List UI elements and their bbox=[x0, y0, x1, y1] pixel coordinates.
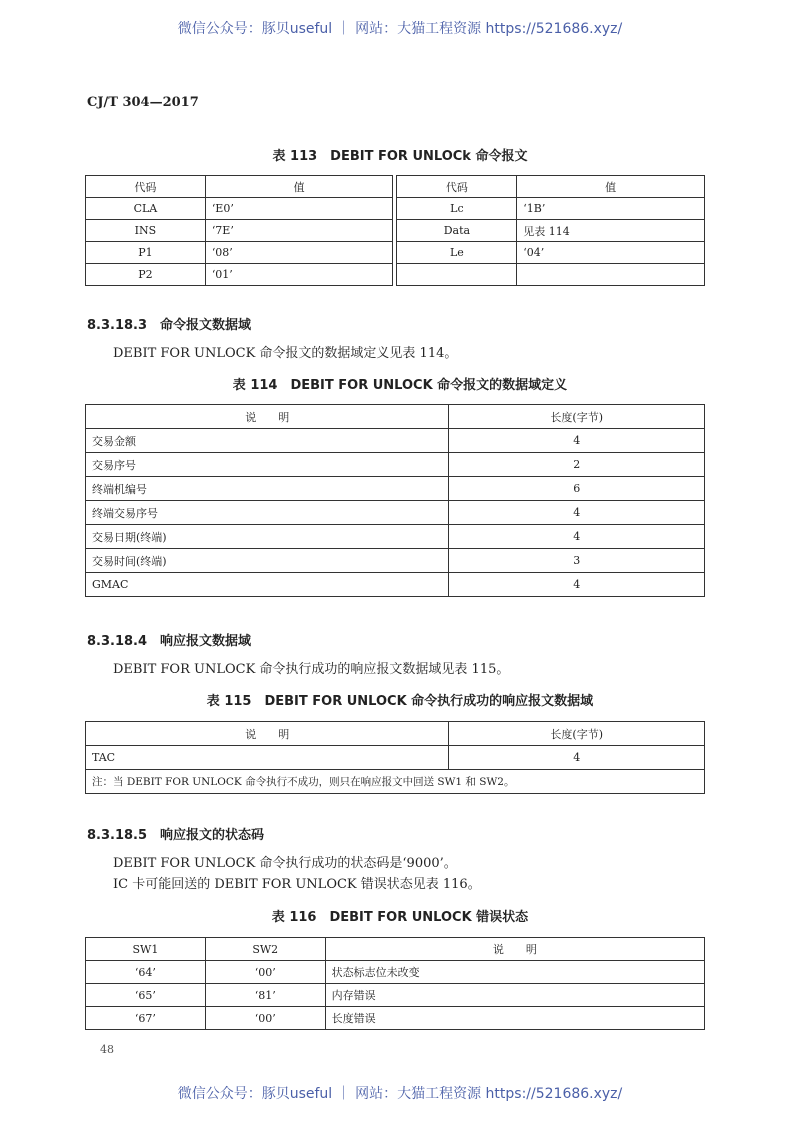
table-row bbox=[86, 405, 705, 429]
table-115-caption: 表 115 DEBIT FOR UNLOCK 命令执行成功的响应报文数据域 bbox=[206, 694, 594, 709]
cell-code: Data bbox=[397, 220, 517, 242]
paragraph: DEBIT FOR UNLOCK 命令报文的数据域定义见表 114。 bbox=[113, 346, 458, 361]
header-sw2: SW2 bbox=[205, 938, 325, 961]
cell-length: 4 bbox=[449, 501, 705, 525]
table-116-caption: 表 116 DEBIT FOR UNLOCK 错误状态 bbox=[271, 910, 529, 925]
watermark-top: 微信公众号：豚贝useful ｜ 网站：大猫工程资源 https://521686.xyz/ bbox=[177, 21, 623, 37]
header-value: 值 bbox=[205, 176, 393, 198]
table-116 bbox=[85, 937, 705, 1030]
table-row bbox=[86, 264, 705, 286]
cell-description: 终端交易序号 bbox=[86, 501, 449, 525]
paragraph: IC 卡可能回送的 DEBIT FOR UNLOCK 错误状态见表 116。 bbox=[113, 877, 481, 892]
cell-sw1: ‘67’ bbox=[86, 1007, 206, 1030]
cell-length: 2 bbox=[449, 453, 705, 477]
table-row bbox=[86, 220, 705, 242]
cell-description: 交易时间(终端) bbox=[86, 549, 449, 573]
table-113 bbox=[85, 175, 705, 286]
page-number: 48 bbox=[100, 1043, 114, 1056]
cell-sw1: ‘65’ bbox=[86, 984, 206, 1007]
section-heading-8-3-18-4: 8.3.18.4 响应报文数据域 bbox=[87, 634, 252, 649]
cell-value: ‘E0’ bbox=[205, 198, 393, 220]
paragraph: DEBIT FOR UNLOCK 命令执行成功的响应报文数据域见表 115。 bbox=[113, 662, 510, 677]
header-value: 值 bbox=[517, 176, 705, 198]
paragraph: DEBIT FOR UNLOCK 命令执行成功的状态码是‘9000’。 bbox=[113, 856, 457, 871]
cell-code: P1 bbox=[86, 242, 206, 264]
cell-length: 4 bbox=[449, 429, 705, 453]
table-row bbox=[86, 984, 705, 1007]
header-code: 代码 bbox=[397, 176, 517, 198]
table-row bbox=[86, 242, 705, 264]
header-length: 长度(字节) bbox=[449, 405, 705, 429]
header-sw1: SW1 bbox=[86, 938, 206, 961]
cell-sw1: ‘64’ bbox=[86, 961, 206, 984]
cell-length: 4 bbox=[449, 525, 705, 549]
cell-value: 见表 114 bbox=[517, 220, 705, 242]
cell-sw2: ‘81’ bbox=[205, 984, 325, 1007]
header-description: 说 明 bbox=[325, 938, 704, 961]
table-row bbox=[86, 453, 705, 477]
table-row bbox=[86, 176, 705, 198]
cell-description: 内存错误 bbox=[325, 984, 704, 1007]
cell-description: 长度错误 bbox=[325, 1007, 704, 1030]
cell-value: ‘01’ bbox=[205, 264, 393, 286]
cell-code: CLA bbox=[86, 198, 206, 220]
watermark-bottom: 微信公众号：豚贝useful ｜ 网站：大猫工程资源 https://521686.xyz/ bbox=[177, 1086, 623, 1102]
cell-code: Le bbox=[397, 242, 517, 264]
table-row bbox=[86, 525, 705, 549]
cell-description: GMAC bbox=[86, 573, 449, 597]
header-length: 长度(字节) bbox=[449, 722, 705, 746]
header-description: 说 明 bbox=[86, 722, 449, 746]
cell-length: 6 bbox=[449, 477, 705, 501]
cell-length: 4 bbox=[449, 573, 705, 597]
table-row bbox=[86, 1007, 705, 1030]
table-row bbox=[86, 549, 705, 573]
table-row bbox=[86, 501, 705, 525]
cell-code: P2 bbox=[86, 264, 206, 286]
header-code: 代码 bbox=[86, 176, 206, 198]
cell-code bbox=[397, 264, 517, 286]
cell-code: INS bbox=[86, 220, 206, 242]
cell-value: ‘08’ bbox=[205, 242, 393, 264]
table-row bbox=[86, 770, 705, 794]
cell-code: Lc bbox=[397, 198, 517, 220]
table-row bbox=[86, 938, 705, 961]
cell-value: ‘7E’ bbox=[205, 220, 393, 242]
cell-description: 终端机编号 bbox=[86, 477, 449, 501]
cell-description: 状态标志位未改变 bbox=[325, 961, 704, 984]
cell-description: TAC bbox=[86, 746, 449, 770]
cell-sw2: ‘00’ bbox=[205, 961, 325, 984]
table-note: 注：当 DEBIT FOR UNLOCK 命令执行不成功，则只在响应报文中回送 SW1 和 SW2。 bbox=[86, 770, 705, 794]
cell-description: 交易序号 bbox=[86, 453, 449, 477]
cell-value: ‘1B’ bbox=[517, 198, 705, 220]
table-row bbox=[86, 429, 705, 453]
table-row bbox=[86, 573, 705, 597]
table-113-caption: 表 113 DEBIT FOR UNLOCk 命令报文 bbox=[272, 149, 528, 164]
table-row bbox=[86, 722, 705, 746]
table-row bbox=[86, 961, 705, 984]
cell-value bbox=[517, 264, 705, 286]
table-114-caption: 表 114 DEBIT FOR UNLOCK 命令报文的数据域定义 bbox=[232, 378, 568, 393]
section-heading-8-3-18-5: 8.3.18.5 响应报文的状态码 bbox=[87, 828, 265, 843]
table-row bbox=[86, 198, 705, 220]
cell-length: 3 bbox=[449, 549, 705, 573]
header-description: 说 明 bbox=[86, 405, 449, 429]
cell-value: ‘04’ bbox=[517, 242, 705, 264]
cell-length: 4 bbox=[449, 746, 705, 770]
table-row bbox=[86, 477, 705, 501]
cell-description: 交易金额 bbox=[86, 429, 449, 453]
table-114 bbox=[85, 404, 705, 597]
cell-description: 交易日期(终端) bbox=[86, 525, 449, 549]
table-115 bbox=[85, 721, 705, 794]
table-row bbox=[86, 746, 705, 770]
section-heading-8-3-18-3: 8.3.18.3 命令报文数据域 bbox=[87, 318, 252, 333]
cell-sw2: ‘00’ bbox=[205, 1007, 325, 1030]
doc-number: CJ/T 304—2017 bbox=[87, 95, 199, 110]
